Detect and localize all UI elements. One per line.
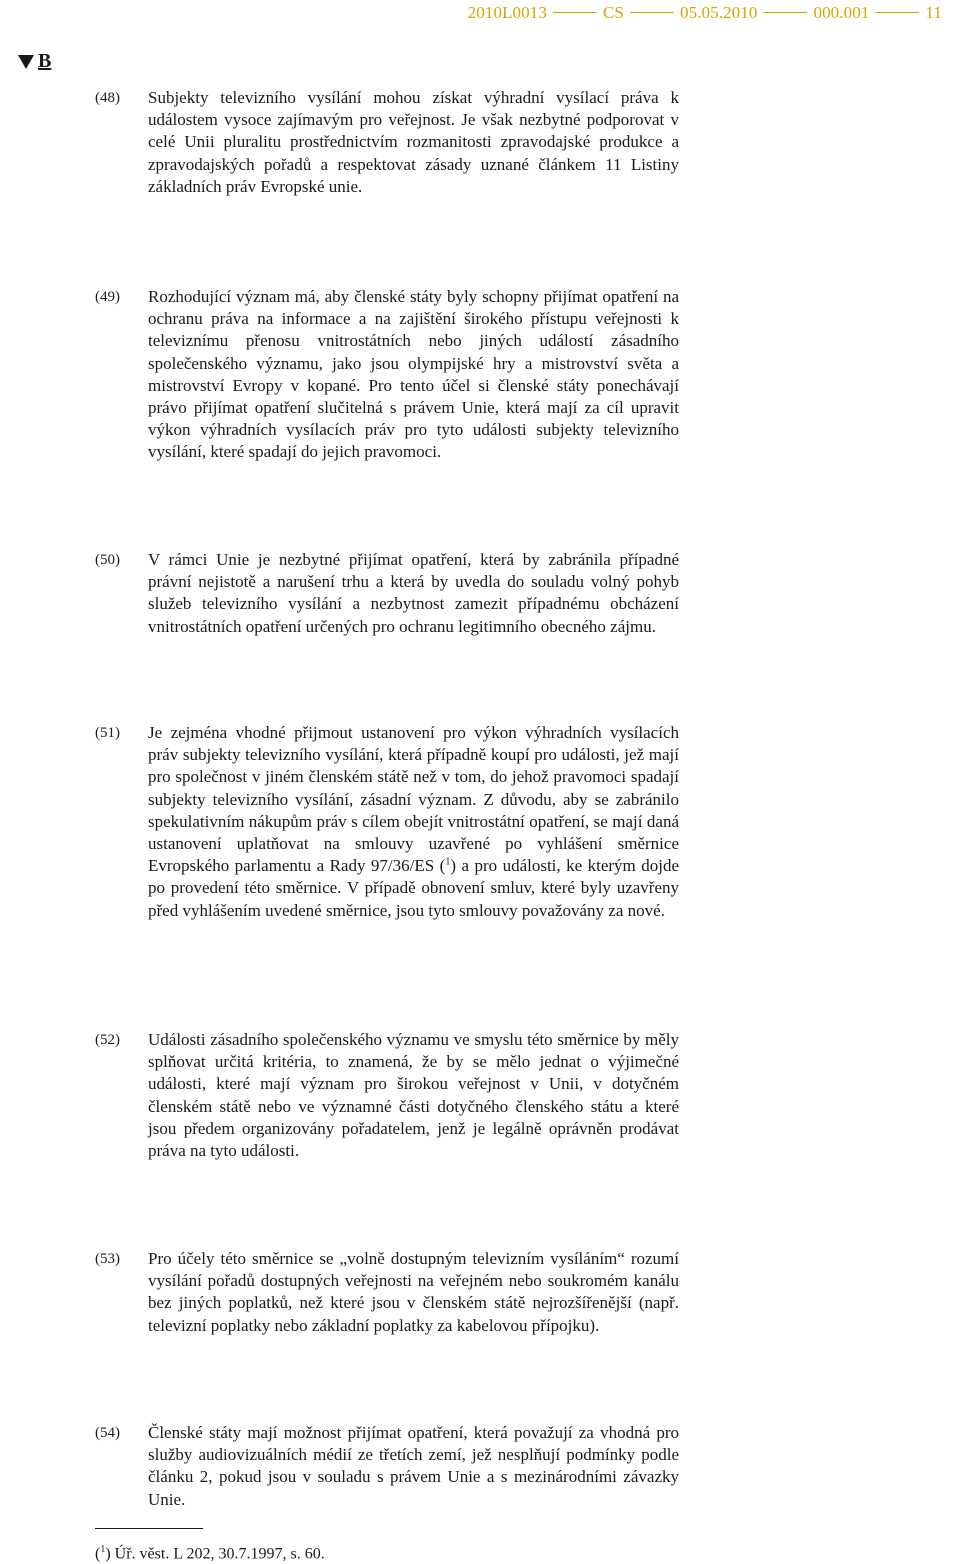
header-dash xyxy=(763,12,807,13)
recital-text: V rámci Unie je nezbytné přijímat opatření, která by zabránila případné právní nejistotě a narušení trhu a která by uvedla do souladu volný pohyb služeb televizního vysílání a nezbytnost zamezit případnému obcházení vnitrostátních opatření určených pro ochranu legitimního obecného zájmu. xyxy=(148,550,679,636)
recital-number: (50) xyxy=(95,552,120,568)
recital-49 xyxy=(95,286,885,464)
doc-version: 000.001 xyxy=(813,3,870,22)
triangle-down-icon xyxy=(18,55,34,69)
recital-53 xyxy=(95,1248,885,1337)
recital-number: (48) xyxy=(95,90,120,106)
footnote-text: Úř. věst. L 202, 30.7.1997, s. 60. xyxy=(114,1545,325,1563)
recital-text xyxy=(148,722,679,922)
recital-number: (53) xyxy=(95,1251,120,1267)
recital-text: Členské státy mají možnost přijímat opatření, která považují za vhodná pro služby audiovizuálních médií ze třetích zemí, jež nesplňují podmínky podle článku 2, pokud jsou v souladu s právem Unie a s mezinárodními závazky Unie. xyxy=(148,1423,679,1509)
document-header xyxy=(468,3,942,23)
recital-50 xyxy=(95,549,885,638)
doc-id: 2010L0013 xyxy=(467,3,547,22)
recital-number: (52) xyxy=(95,1032,120,1048)
recital-text: Rozhodující význam má, aby členské státy byly schopny přijímat opatření na ochranu práva na informace a na zajištění širokého přístupu veřejnosti k televiznímu přenosu vnitrostátních nebo jiných událostí zásadního společenského významu, jako jsou olympijské hry a mistrovství světa a mistrovství Evropy v kopané. Pro tento účel si členské státy ponechávají právo přijímat opatření slučitelná s právem Unie, která mají za cíl upravit výkon výhradních vysílacích práv pro tyto události subjekty televizního vysílání, které spadají do jejich pravomoci. xyxy=(148,287,679,462)
footnote: ($^1$) Úř. věst. L 202, 30.7.1997, s. 60. xyxy=(95,1544,325,1563)
header-dash xyxy=(553,12,597,13)
recital-51 xyxy=(95,722,885,922)
recital-52 xyxy=(95,1029,885,1162)
recital-text: Události zásadního společenského významu ve smyslu této směrnice by měly splňovat určitá kritéria, to znamená, že by se mělo jednat o výjimečné události, které mají význam pro širokou veřejnost v Unii, v dotyčném členském státě nebo ve významné části dotyčného členského státu a které jsou předem organizovány pořadatelem, jenž je legálně oprávněn prodávat práva na tyto události. xyxy=(148,1030,679,1161)
header-dash xyxy=(630,12,674,13)
recital-number: (49) xyxy=(95,289,120,305)
doc-lang: CS xyxy=(602,3,624,22)
page-number: 11 xyxy=(925,3,942,22)
header-dash xyxy=(875,12,919,13)
recital-number: (54) xyxy=(95,1425,120,1441)
footnote-mark: 1 xyxy=(100,1544,106,1555)
recital-text-part: Je zejména vhodné přijmout ustanovení pro výkon výhradních vysílacích práv subjekty televizního vysílání, která případně koupí pro události, jež mají pro společnost v jiném členském státě než v tom, do jehož pravomoci spadají subjekty televizního vysílání, zásadní význam. Z důvodu, aby se zabránilo spekulativním nákupům práv s cílem obejít vnitrostátní opatření, se mají daná ustanovení uplatňovat na smlouvy uzavřené po vyhlášení směrnice Evropského parlamentu a Rady 97/36/ES ( xyxy=(148,723,679,876)
marker-letter: B xyxy=(38,50,52,72)
recital-text: Subjekty televizního vysílání mohou získat výhradní vysílací práva k událostem vysoce zajímavým pro veřejnost. Je však nezbytné podporovat v celé Unii pluralitu prostřednictvím rozmanitosti zpravodajské produkce a zpravodajských pořadů a respektovat zásady uznané článkem 11 Listiny základních práv Evropské unie. xyxy=(148,88,679,196)
amendment-marker xyxy=(18,50,51,73)
recital-number: (51) xyxy=(95,725,120,741)
recital-text-part: ) a pro události, ke kterým dojde po provedení této směrnice. V případě obnovení smluv, které byly uzavřeny před vyhlášením uvedené směrnice, jsou tyto smlouvy považovány za nové. xyxy=(148,856,679,920)
footnote-divider xyxy=(95,1528,203,1529)
recital-48 xyxy=(95,87,885,198)
footnote-reference: 1 xyxy=(445,856,451,868)
doc-date: 05.05.2010 xyxy=(679,3,758,22)
recital-text: Pro účely této směrnice se „volně dostupným televizním vysíláním“ rozumí vysílání pořadů dostupných veřejnosti na veřejném nebo soukromém kanálu bez jiných poplatků, než které jsou v členském státě nejrozšířenější (např. televizní poplatky nebo základní poplatky za kabelovou přípojku). xyxy=(148,1249,679,1335)
recital-54 xyxy=(95,1422,885,1511)
